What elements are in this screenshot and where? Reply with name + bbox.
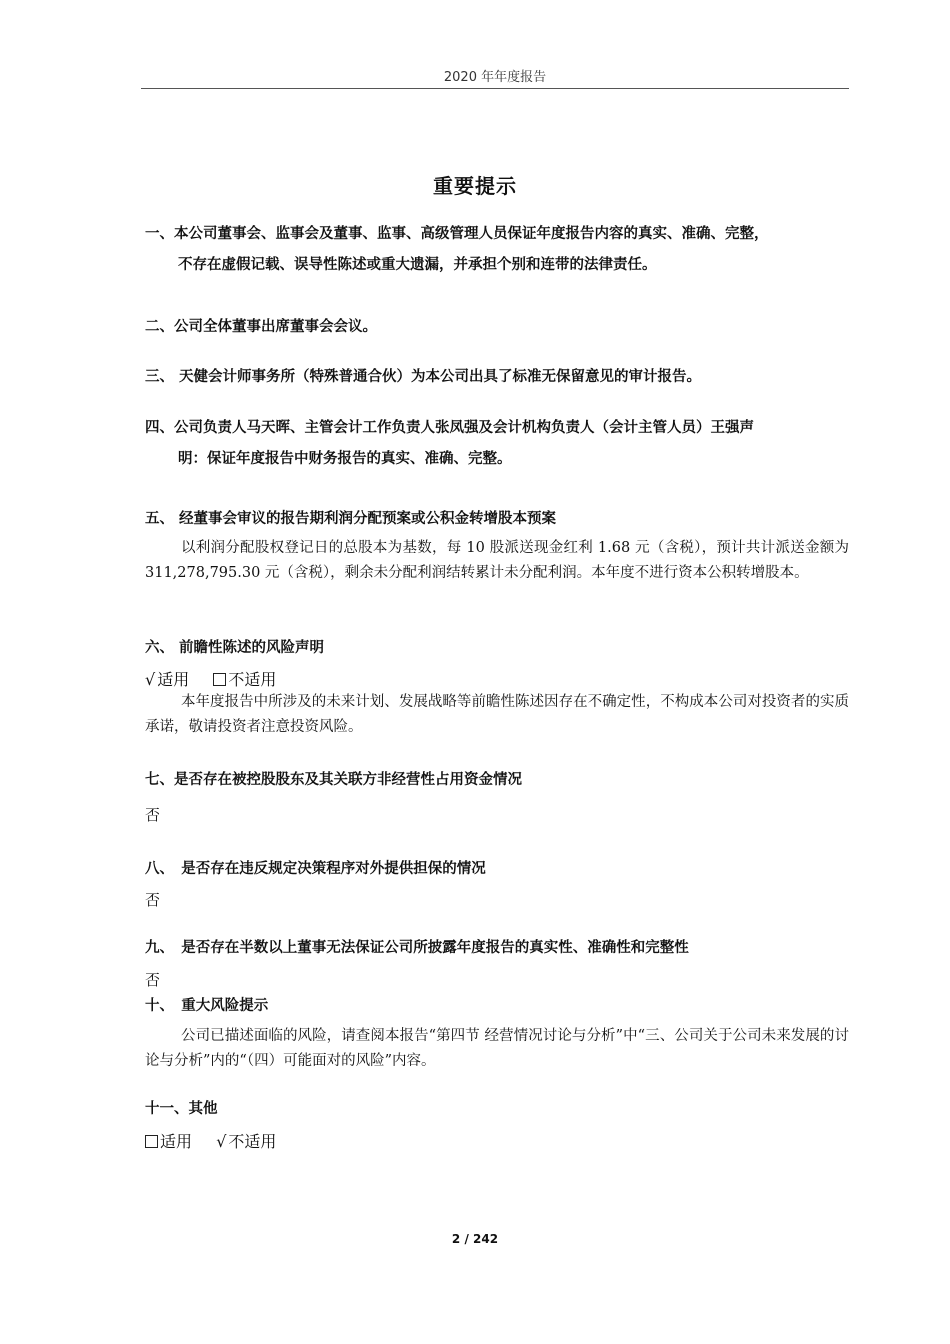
checkmark-icon: √ bbox=[216, 1132, 227, 1151]
section-7-answer: 否 bbox=[145, 806, 161, 824]
checkbox-empty-icon bbox=[145, 1135, 158, 1148]
running-header: 2020 年年度报告 bbox=[443, 70, 547, 85]
page-number: 2 / 242 bbox=[451, 1232, 499, 1246]
section-8-answer: 否 bbox=[145, 891, 161, 909]
section-10-text: 公司已描述面临的风险，请查阅本报告“第四节 经营情况讨论与分析”中“三、公司关于公司未来发展的讨论与分析”内的“（四）可能面对的风险”内容。 bbox=[145, 1028, 849, 1069]
section-5-heading: 五、 经董事会审议的报告期利润分配预案或公积金转增股本预案 bbox=[145, 511, 557, 527]
checkbox-empty-icon bbox=[213, 673, 226, 686]
option-not-applicable: 不适用 bbox=[228, 1132, 277, 1151]
option-applicable: 适用 bbox=[160, 1132, 193, 1151]
section-4 bbox=[145, 416, 849, 468]
page-title: 重要提示 bbox=[433, 174, 517, 198]
header-rule bbox=[141, 88, 849, 89]
option-applicable: 适用 bbox=[157, 670, 190, 689]
section-6-heading: 六、 前瞻性陈述的风险声明 bbox=[145, 640, 325, 656]
section-7-heading: 七、是否存在被控股股东及其关联方非经营性占用资金情况 bbox=[145, 772, 522, 788]
section-9-answer: 否 bbox=[145, 971, 161, 989]
option-not-applicable: 不适用 bbox=[228, 670, 277, 689]
section-9-heading: 九、 是否存在半数以上董事无法保证公司所披露年度报告的真实性、准确性和完整性 bbox=[145, 940, 689, 956]
section-3: 三、 天健会计师事务所（特殊普通合伙）为本公司出具了标准无保留意见的审计报告。 bbox=[145, 369, 702, 385]
section-6-text: 本年度报告中所涉及的未来计划、发展战略等前瞻性陈述因存在不确定性，不构成本公司对投资者的实质承诺，敬请投资者注意投资风险。 bbox=[145, 694, 849, 735]
section-4-line2: 明：保证年度报告中财务报告的真实、准确、完整。 bbox=[178, 451, 512, 467]
checkmark-icon: √ bbox=[145, 670, 156, 689]
section-1 bbox=[145, 222, 849, 274]
section-6-options bbox=[145, 667, 276, 690]
section-5-text: 以利润分配股权登记日的总股本为基数，每 10 股派送现金红利 1.68 元（含税），预计共计派送金额为 311,278,795.30 元（含税），剩余未分配利润结转累计未分配利润。本年度不进行资本公积转增股本。 bbox=[145, 540, 849, 581]
section-1-line2: 不存在虚假记载、误导性陈述或重大遗漏，并承担个别和连带的法律责任。 bbox=[178, 257, 657, 273]
section-8-heading: 八、 是否存在违反规定决策程序对外提供担保的情况 bbox=[145, 861, 486, 877]
section-11-options bbox=[145, 1129, 276, 1152]
section-10-heading: 十、 重大风险提示 bbox=[145, 998, 269, 1014]
section-11-heading: 十一、其他 bbox=[145, 1101, 218, 1117]
section-1-line1: 一、本公司董事会、监事会及董事、监事、高级管理人员保证年度报告内容的真实、准确、完整， bbox=[145, 226, 769, 242]
section-2: 二、公司全体董事出席董事会会议。 bbox=[145, 319, 377, 335]
section-4-line1: 四、公司负责人马天晖、主管会计工作负责人张凤强及会计机构负责人（会计主管人员）王强声 bbox=[145, 420, 754, 436]
